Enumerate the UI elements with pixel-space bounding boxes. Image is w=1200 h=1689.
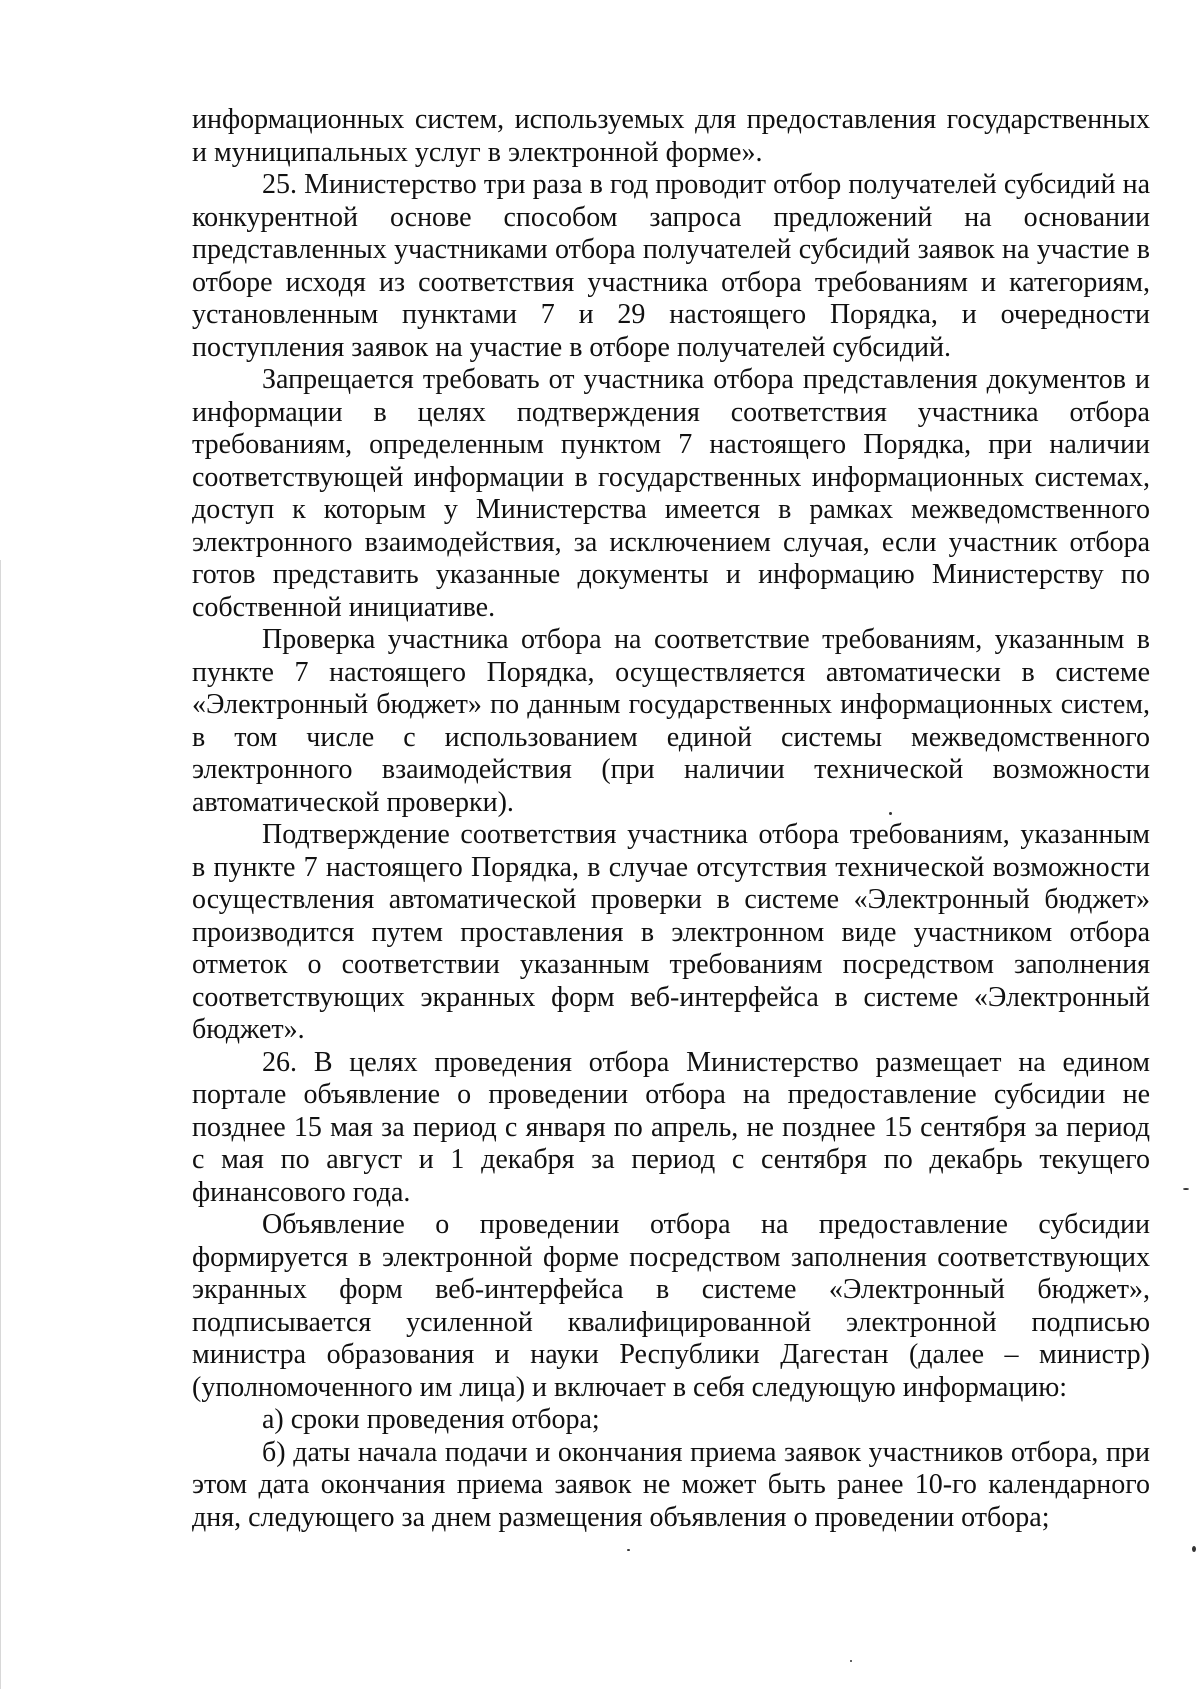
paragraph-item-25: 25. Министерство три раза в год проводит отбор получателей субсидий на конкурентной основе способом запроса предложений на основании представленных участниками отбора получателей субсидий заявок на участие в отборе исходя из соответствия участника отбора требованиям и категориям, установленным пунктами 7 и 29 настоящего Порядка, и очередности поступления заявок на участие в отборе получателей субсидий.: [192, 169, 1150, 363]
paragraph-item-26: 26. В целях проведения отбора Министерство размещает на едином портале объявление о проведении отбора на предоставление субсидии не позднее 15 мая за период с января по апрель, не позднее 15 сентября за период с мая по август и 1 декабря за период с сентября по декабрь текущего финансового года.: [192, 1046, 1150, 1208]
scan-speck: [1192, 1546, 1196, 1552]
scan-speck: [889, 812, 892, 815]
paragraph-verification: Проверка участника отбора на соответствие требованиям, указанным в пункте 7 настоящего Порядка, осуществляется автоматически в системе «Электронный бюджет» по данным государственных информационных систем, в том числе с использованием единой системы межведомственного электронного взаимодействия (при наличии технической возможности автоматической проверки).: [192, 624, 1150, 818]
paragraph-continuation: информационных систем, используемых для предоставления государственных и муниципальных услуг в электронной форме».: [192, 104, 1150, 168]
scan-speck: [1183, 1188, 1189, 1190]
paragraph-prohibition: Запрещается требовать от участника отбора представления документов и информации в целях подтверждения соответствия участника отбора требованиям, определенным пунктом 7 настоящего Порядка, при наличии соответствующей информации в государственных информационных системах, доступ к которым у Министерства имеется в рамках межведомственного электронного взаимодействия, за исключением случая, если участник отбора готов представить указанные документы и информацию Министерству по собственной инициативе.: [192, 364, 1150, 623]
scan-speck: [627, 1549, 630, 1551]
scan-speck: [850, 1660, 852, 1662]
document-body: [192, 104, 1150, 1534]
scan-edge-line: [0, 560, 1, 1689]
list-item-a: а) сроки проведения отбора;: [262, 1404, 600, 1435]
paragraph-announcement: Объявление о проведении отбора на предоставление субсидии формируется в электронной форме посредством заполнения соответствующих экранных форм веб-интерфейса в системе «Электронный бюджет», подписывается усиленной квалифицированной электронной подписью министра образования и науки Республики Дагестан (далее – министр) (уполномоченного им лица) и включает в себя следующую информацию:: [192, 1209, 1150, 1403]
list-item-b: б) даты начала подачи и окончания приема заявок участников отбора, при этом дата окончания приема заявок не может быть ранее 10-го календарного дня, следующего за днем размещения объявления о проведении отбора;: [192, 1436, 1150, 1533]
paragraph-confirmation: Подтверждение соответствия участника отбора требованиям, указанным в пункте 7 настоящего Порядка, в случае отсутствия технической возможности осуществления автоматической проверки в системе «Электронный бюджет» производится путем проставления в электронном виде участником отбора отметок о соответствии указанным требованиям посредством заполнения соответствующих экранных форм веб-интерфейса в системе «Электронный бюджет».: [192, 819, 1150, 1045]
